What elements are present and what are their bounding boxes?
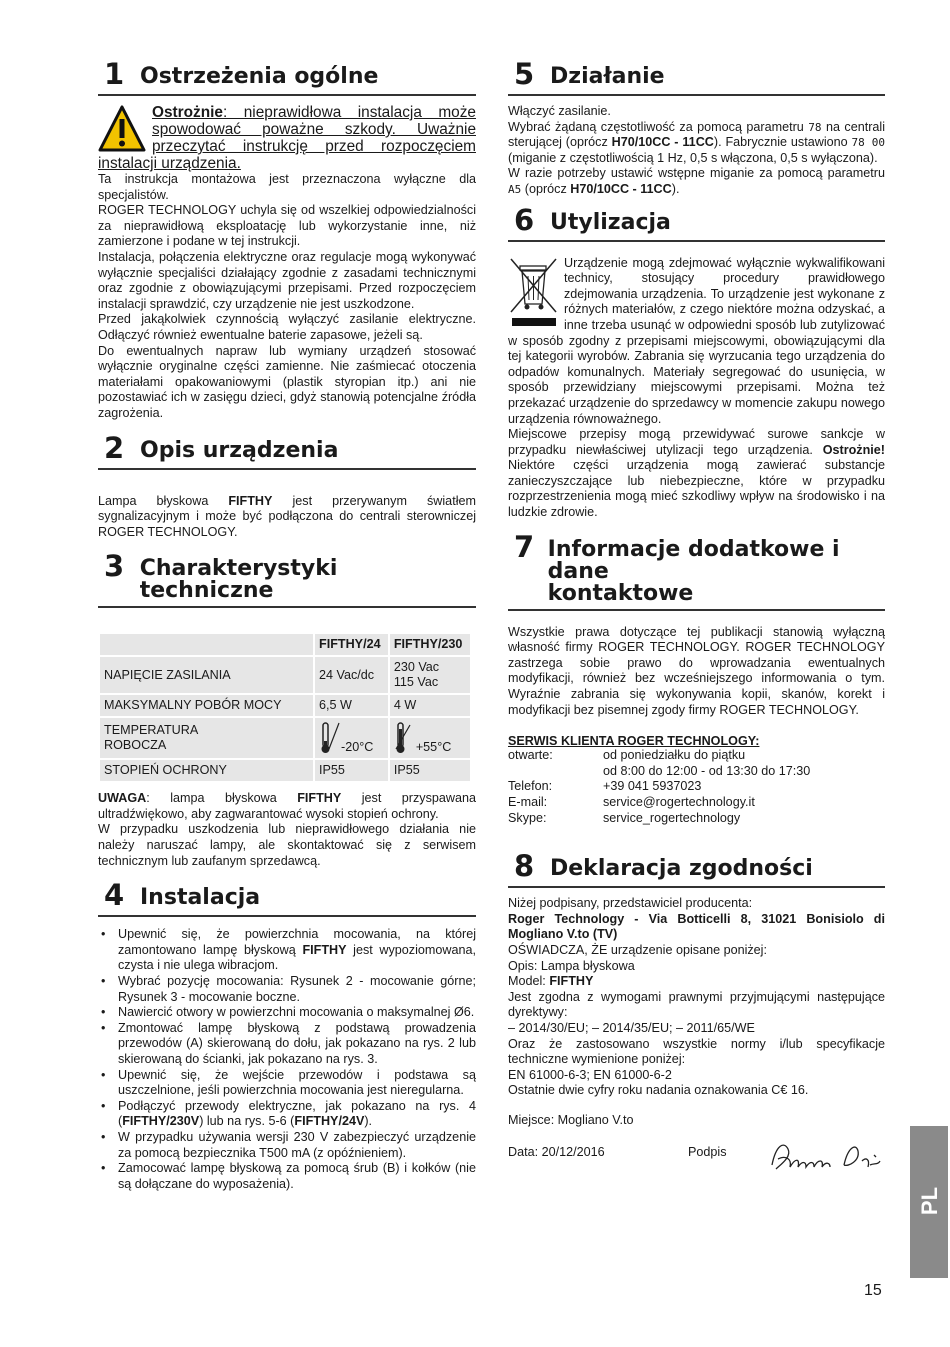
install-steps-list — [98, 927, 476, 1192]
cell: -20°C — [315, 718, 388, 758]
signature-image — [766, 1135, 886, 1179]
cell: 4 W — [390, 695, 470, 716]
paragraph: Urządzenie mogą zdejmować wyłącznie wykwalifikowani technicy, stosujący procedury prawidłowego zdejmowania urządzenia. To urządzenie jest wykonane z różnych materiałów, z czego niektóre można odzyskać, a inne trzeba usunąć w odpowiedni sposób lub zutylizować w sposób zgodny z przepisami miejscowymi, obowiązującymi dla tej kategorii wyrobów. Zabrania się wyrzucania tego urządzenia do odpadów komunalnych. Materiały segregować do usunięcia, w sposób przewidziany miejscowymi przepisami. Można też przekazać urządzenie do sprzedawcy w momencie zakupu nowego urządzenia równoważnego. — [508, 255, 885, 426]
language-tab — [910, 1126, 948, 1278]
section-number: 7 — [514, 529, 535, 564]
paragraph: Wszystkie prawa dotyczące tej publikacji stanowią wyłączną własność firmy ROGER TECHNOLOGY. ROGER TECHNOLOGY zastrzega sobie prawo do wprowadzania ewentualnych modyfikacji, również bez wcześniejszego informowania o tym. Wyraźnie zabrania się wykonywania kopii, skanów, korekt i modyfikacji bez pisemnej zgody firmy ROGER TECHNOLOGY. — [508, 624, 885, 717]
signature-label: Podpis — [688, 1144, 727, 1159]
warning-text: Ostrożnie: nieprawidłowa instalacja może spowodować poważne szkody. Uważnie przeczytać instrukcję przed rozpoczęciem instalacji urządzenia. — [98, 104, 476, 172]
list-item: • Upewnić się, że wejście przewodów i podstawa są uszczelnione, jeśli powierzchnia mocowania jest nieregularna. — [98, 1068, 476, 1099]
paragraph: Miejscowe przepisy mogą przewidywać surowe sankcje w przypadku niewłaściwej utylizacji tego urządzenia. Ostrożnie! Niektóre części urządzenia mogą zawierać substancje zanieczyszczające lub niebezpieczne, które w przypadku rozprzestrzenienia mogą mieć szkodliwy wpływ na środowisko i na ludzkie zdrowie. — [508, 427, 885, 520]
cell: IP55 — [315, 760, 388, 781]
place-line: Miejsce: Mogliano V.to — [508, 1112, 634, 1127]
right-column — [508, 58, 885, 1181]
section-title: Ostrzeżenia ogólne — [140, 64, 379, 89]
section-number: 8 — [514, 849, 535, 884]
table-row — [100, 760, 470, 781]
section-title: Instalacja — [140, 885, 261, 911]
section-title: Informacje dodatkowe i dane kontaktowe — [547, 536, 840, 606]
paragraph: Model: FIFTHY — [508, 974, 594, 989]
table-row — [100, 695, 470, 716]
cell: 230 Vac 115 Vac — [390, 657, 470, 693]
section-6-heading — [508, 204, 885, 242]
paragraph: Wybrać żądaną częstotliwość za pomocą parametru 78 na centrali sterującej (oprócz H70/10CC - 11CC). Fabrycznie ustawiono 78 00 (miganie z częstotliwością 1 Hz, 0,5 s włączona, 0,5 s wyłączona). — [508, 119, 885, 165]
table-row — [100, 718, 470, 758]
row-label: STOPIEŃ OCHRONY — [100, 760, 313, 781]
list-item: • Zamocować lampę błyskową za pomocą śrub (B) i kołków (nie są dołączane do wyposażenia). — [98, 1161, 476, 1192]
service-title: SERWIS KLIENTA ROGER TECHNOLOGY: — [508, 734, 760, 749]
left-column — [98, 58, 476, 1192]
list-item: • Nawiercić otwory w powierzchni mocowania o maksymalnej Ø6. — [98, 1005, 476, 1021]
list-item: • Wybrać pozycję mocowania: Rysunek 2 - mocowanie górne; Rysunek 3 - mocowanie boczne. — [98, 974, 476, 1005]
section-title: Działanie — [550, 64, 665, 89]
table-header-row — [100, 634, 470, 655]
section-8-heading — [508, 850, 885, 888]
row-label: NAPIĘCIE ZASILANIA — [100, 657, 313, 693]
contact-row: od 8:00 do 12:00 - od 13:30 do 17:30 — [603, 763, 811, 778]
row-label: TEMPERATURA ROBOCZA — [100, 718, 313, 758]
column-header: FIFTHY/24 — [315, 634, 388, 655]
section-number: 2 — [104, 430, 125, 465]
section-number: 6 — [514, 202, 535, 237]
paragraph: Do ewentualnych napraw lub wymiany urządzeń stosować wyłącznie oryginalne części zamienne. Nie zaśmiecać otoczenia materiałami opakowaniowymi (plastik styropian itp.) ani nie pozostawiać ich w zasięgu dzieci, gdyż stanowią potencjalne źródła zagrożenia. — [98, 343, 476, 420]
cell: 24 Vac/dc — [315, 657, 388, 693]
row-label: MAKSYMALNY POBÓR MOCY — [100, 695, 313, 716]
section-number: 1 — [104, 57, 125, 91]
warning-block — [98, 104, 476, 172]
section-title: Utylizacja — [550, 209, 671, 235]
section-title: Deklaracja zgodności — [550, 856, 813, 882]
paragraph: Roger Technology - Via Botticelli 8, 31021 Bonisiolo di Mogliano V.to (TV) — [508, 911, 885, 942]
cell: IP55 — [390, 760, 470, 781]
warning-triangle-icon — [98, 104, 146, 154]
thermometer-low-icon — [319, 721, 341, 755]
column-header: FIFTHY/230 — [390, 634, 470, 655]
list-item: • Upewnić się, że powierzchnia mocowania, na której zamontowano lampę błyskową FIFTHY jest wypoziomowana, czysta i nie ulega wibracjom. — [98, 927, 476, 974]
paragraph: – 2014/30/EU; – 2014/35/EU; – 2011/65/WE — [508, 1020, 755, 1035]
section-number: 4 — [104, 878, 125, 913]
section-5-heading — [508, 58, 885, 96]
table-row — [100, 657, 470, 693]
paragraph: Ostatnie dwie cyfry roku nadania oznakowania C€ 16. — [508, 1083, 809, 1098]
paragraph: EN 61000-6-3; EN 61000-6-2 — [508, 1067, 672, 1082]
date-line: Data: 20/12/2016 — [508, 1144, 605, 1159]
paragraph: Niżej podpisany, przedstawiciel producenta: — [508, 896, 753, 911]
list-item: • Zmontować lampę błyskową z podstawą prowadzenia przewodów (A) skierowaną do dołu, jak pokazano na rys. 2 lub skierowaną do ścianki, jak pokazano na rys. 3. — [98, 1021, 476, 1068]
paragraph: OŚWIADCZA, ŻE urządzenie opisane poniżej: — [508, 942, 767, 957]
list-item: • Podłączyć przewody elektryczne, jak pokazano na rys. 4 (FIFTHY/230V) lub na rys. 5-6 (FIFTHY/24V). — [98, 1099, 476, 1130]
ce-mark: C€ — [771, 1083, 788, 1098]
paragraph: W przypadku uszkodzenia lub nieprawidłowego działania nie należy naruszać lampy, ale skontaktować się z serwisem technicznym lub zaufanym sprzedawcą. — [98, 822, 476, 868]
contact-row: E-mail: service@rogertechnology.it — [508, 795, 755, 809]
spec-table — [98, 632, 472, 783]
crossed-bin-icon — [508, 256, 560, 330]
language-tab-label: PL — [917, 1186, 943, 1216]
page-number: 15 — [864, 1282, 882, 1299]
paragraph: Oraz że zastosowano wszystkie normy i/lub specyfikacje techniczne wymienione poniżej: — [508, 1036, 885, 1067]
paragraph: Lampa błyskowa FIFTHY jest przerywanym światłem sygnalizacyjnym i może być podłączona do centrali sterowniczej ROGER TECHNOLOGY. — [98, 493, 476, 539]
paragraph: ROGER TECHNOLOGY uchyla się od wszelkiej odpowiedzialności za nieprawidłową eksploatację lub wykorzystanie inne, niż zamierzone i podane w tej instrukcji. — [98, 203, 476, 249]
section-2-heading — [98, 432, 476, 470]
signature-row — [508, 1145, 885, 1181]
cell: +55°C — [390, 718, 470, 758]
section-title: Charakterystyki techniczne — [139, 556, 338, 604]
paragraph: Instalacja, połączenia elektryczne oraz regulacje mogą wykonywać wyłącznie specjaliści działający zgodnie z zasadami technicznymi oraz zgodnie z obowiązującymi przepisami. Przed rozpoczęciem instalacji sprawdzić, czy urządzenie nie jest uszkodzone. — [98, 249, 476, 311]
paragraph: UWAGA: lampa błyskowa FIFTHY jest przyspawana ultradźwiękowo, aby zagwarantować wysoki stopień ochrony. — [98, 791, 476, 821]
section-3-heading — [98, 550, 476, 608]
section-number: 5 — [514, 57, 535, 91]
contact-row: Skype: service_rogertechnology — [508, 810, 741, 825]
paragraph: Włączyć zasilanie. — [508, 104, 611, 118]
section-title: Opis urządzenia — [140, 437, 339, 463]
list-item: • W przypadku używania wersji 230 V zabezpieczyć urządzenie za pomocą bezpiecznika T500 mA (z opóźnieniem). — [98, 1130, 476, 1161]
paragraph: Jest zgodna z wymogami prawnymi przyjmującymi następujące dyrektywy: — [508, 989, 885, 1020]
paragraph: Przed jakąkolwiek czynnością wyłączyć zasilanie elektryczne. Odłączyć również ewentualne baterie zapasowe, jeżeli są. — [98, 312, 476, 342]
section-4-heading — [98, 879, 476, 917]
contact-row: otwarte: od poniedziałku do piątku — [508, 748, 746, 763]
thermometer-high-icon — [394, 721, 416, 755]
contact-row: Telefon: +39 041 5937023 — [508, 779, 702, 794]
paragraph: Ta instrukcja montażowa jest przeznaczona wyłączne dla specjalistów. — [98, 172, 476, 202]
section-7-heading — [508, 531, 885, 611]
section-1-heading — [98, 58, 476, 96]
paragraph: Opis: Lampa błyskowa — [508, 958, 635, 973]
paragraph: W razie potrzeby ustawić wstępne miganie za pomocą parametru A5 (oprócz H70/10CC - 11CC). — [508, 166, 885, 196]
section-number: 3 — [104, 549, 125, 584]
cell: 6,5 W — [315, 695, 388, 716]
